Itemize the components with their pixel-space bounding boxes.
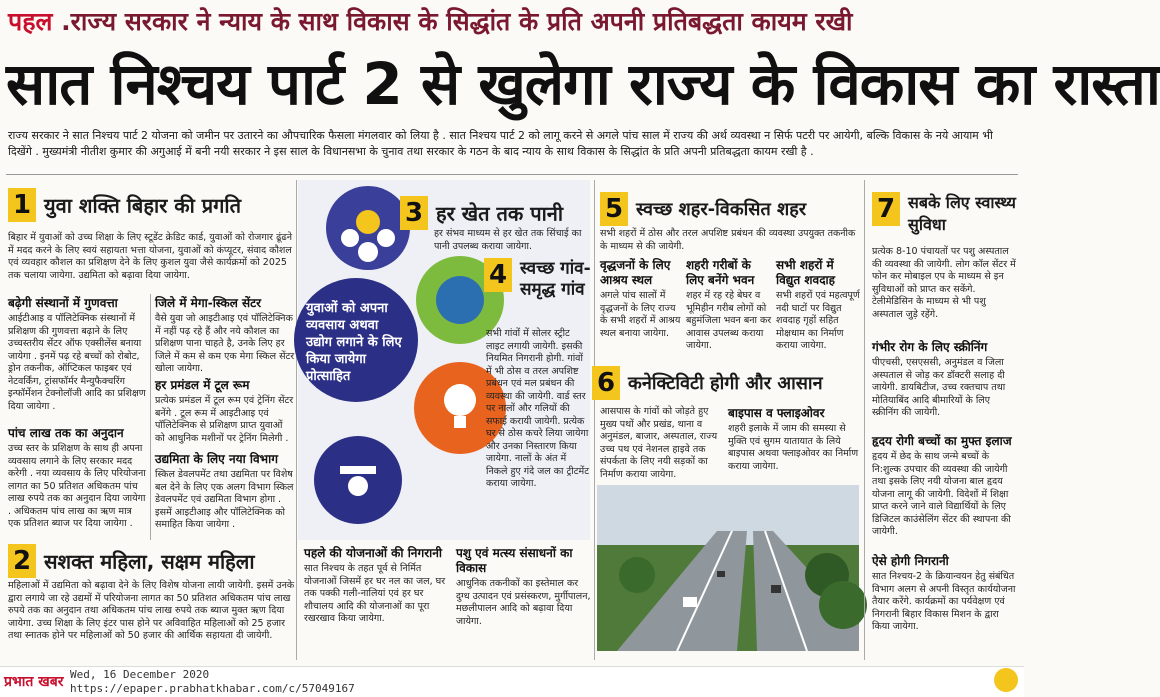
- section-3-body: हर संभव माध्यम से हर खेत तक सिंचाई का पानी उपलब्ध कराया जायेगा.: [434, 228, 582, 252]
- section-title: स्वच्छ शहर-विकसित शहर: [636, 199, 807, 220]
- column-divider: [864, 180, 865, 660]
- subsection-title: पांच लाख तक का अनुदान: [8, 426, 124, 440]
- intro-paragraph: राज्य सरकार ने सात निश्चय पार्ट 2 योजना को जमीन पर उतारने का औपचारिक फैसला मंगलवार को लिया है . सात निश्चय पार्ट 2 को लागू करने से अगले पांच साल में राज्य की अर्थ व्यवस्था न सिर्फ पटरी पर आयेगी, बल्कि विकास के नये आयाम भी दिखेंगे . मुख्यमंत्री नीतीश कुमार की अगुआई में बनी नयी सरकार ने इस साल के विधानसभा के चुनाव तथा सरकार के गठन के बाद न्याय के साथ विकास के सिद्धांत के प्रति अपनी प्रतिबद्धता कायम रखी है .: [8, 129, 993, 158]
- kicker: [8, 4, 1018, 44]
- subsection-body: वैसे युवा जो आइटीआइ एवं पॉलिटेक्निक में नहीं पढ़ रहे हैं और नये कौशल का प्रशिक्षण पाना चाहते है, उनके लिए हर जिले में कम से कम एक मेगा स्किल सेंटर खोला जायेगा.: [155, 313, 295, 374]
- subsection-body: सात निश्चय के तहत पूर्व से निर्मित योजनाओं जिसमें हर घर नल का जल, घर तक पक्की गली-नालियां एवं हर घर शौचालय आदि की योजनाओं का पूरा रखरखाव किया जायेगा.: [304, 563, 446, 624]
- subsection-title: बढ़ेगी संस्थानों में गुणवत्ता: [8, 296, 118, 310]
- section-6-body: आसपास के गांवों को जोड़ते हुए मुख्य पथों और प्रखंड, थाना व अनुमंडल, बाजार, अस्पताल, राज्य उच्च पथ एवं नेशनल हाइवे तक संपर्कता के लिए नयी सड़कों का निर्माण कराया जायेगा.: [600, 406, 718, 480]
- section-4-header: [484, 258, 592, 322]
- section-number: 1: [8, 188, 36, 222]
- kicker-text: .राज्य सरकार ने न्याय के साथ विकास के सिद्धांत के प्रति अपनी प्रतिबद्धता कायम रखी: [61, 7, 853, 36]
- subsection-body: प्रत्येक प्रमंडल में टूल रूम एवं ट्रेनिंग सेंटर बनेंगे . टूल रूम में आइटीआइ एवं पॉलिटेक्निक से प्रशिक्षण प्राप्त युवाओं को आधुनिक मशीनों पर ट्रेनिंग मिलेगी .: [155, 395, 294, 444]
- subsection-title: हर प्रमंडल में टूल रूम: [155, 378, 250, 392]
- section-6-header: [592, 366, 864, 402]
- subsection-title: बाइपास व फ्लाइओवर: [728, 406, 825, 420]
- subsection-title: ऐसे होगी निगरानी: [872, 554, 949, 568]
- headline: सात निश्चय पार्ट 2 से खुलेगा राज्य के विकास का रास्ता: [6, 50, 1160, 118]
- section-title: हर खेत तक पानी: [436, 201, 564, 226]
- section-2-header: [8, 544, 298, 580]
- section-7-body: प्रत्येक 8-10 पंचायतों पर पशु अस्पताल की व्यवस्था की जायेगी. लोग कॉल सेंटर में फोन कर मोबाइल एप के माध्यम से इन सुविधाओं को प्राप्त कर सकेंगे. टेलीमेडिसिन के माध्यम से भी पशु अस्पताल जुड़े रहेंगे.: [872, 246, 1016, 320]
- subsection-title: पशु एवं मत्स्य संसाधनों का विकास: [456, 546, 573, 575]
- subsection-body: सात निश्चय-2 के क्रियान्वयन हेतु संबंधित विभाग अलग से अपनी विस्तृत कार्ययोजना तैयार करेंगे. कार्यक्रमों का पर्यवेक्षण एवं निगरानी बिहार विकास मिशन के द्वारा किया जायेगा.: [872, 571, 1016, 632]
- subsection-body: आईटीआइ व पॉलिटेक्निक संस्थानों में प्रशिक्षण की गुणवत्ता बढ़ाने के लिए उच्चस्तरीय सेंटर ऑफ एक्सीलेंस बनाया जायेगा . इनमें पढ़ रहे बच्चों को रोबोट, ड्रोन तकनीक, ऑप्टिकल फाइबर एवं नेटवर्किंग, ट्रांसफॉर्मर मैन्युफैक्चरिंग इन्फॉर्मेशन टेक्नोलॉजी आदि का प्रशिक्षण दिया जायेगा .: [8, 313, 146, 412]
- subsection-body: हृदय में छेद के साथ जन्मे बच्चों के नि:शुल्क उपचार की व्यवस्था की जायेगी तथा इसके लिए नयी योजना बाल हृदय योजना लागू की जायेगी. विदेशों में शिक्षा प्राप्त करने जाने वाले विद्यार्थियों के लिए डिजिटल काउंसेलिंग सेंटर की स्थापना की जायेगी.: [872, 451, 1011, 537]
- footer-date: Wed, 16 December 2020: [70, 668, 210, 681]
- section-number: 4: [484, 258, 512, 292]
- subsection-body: उच्च स्तर के प्रशिक्षण के साथ ही अपना व्यवसाय लगाने के लिए सरकार मदद करेगी . नया व्यवसाय के लिए परियोजना लागत का 50 प्रतिशत अधिकतम पांच लाख रुपये तक का अनुदान दिया जायेगा . अधिकतम पांच लाख का ऋण मात्र एक प्रतिशत ब्याज पर दिया जायेगा .: [8, 443, 146, 529]
- youth-bubble-text: युवाओं को अपना व्यवसाय अथवा उद्योग लगाने के लिए किया जायेगा प्रोत्साहित: [306, 301, 402, 384]
- subsection-body: शहर में रह रहे बेघर व भूमिहीन गरीब लोगों को बहुमंजिला भवन बना कर आवास उपलब्ध कराया जायेगा.: [686, 290, 772, 351]
- subsection-title: शहरी गरीबों के लिए बनेंगे भवन: [686, 258, 755, 287]
- heart-patient-children: [872, 432, 1018, 548]
- subsection-grant: [8, 424, 146, 544]
- electric-crematorium: [776, 256, 862, 364]
- animal-fish-resources: [456, 544, 592, 656]
- monitoring: [872, 552, 1018, 656]
- section-title: युवा शक्ति बिहार की प्रगति: [44, 193, 241, 218]
- section-title: सबके लिए स्वास्थ्य सुविधा: [908, 193, 1016, 234]
- section-number: 3: [400, 196, 428, 230]
- column-divider: [296, 180, 297, 660]
- subsection-tool-room: [155, 376, 295, 448]
- section-title: कनेक्टिविटी होगी और आसान: [628, 373, 823, 394]
- section-5-header: [600, 192, 862, 228]
- subsection-title: हृदय रोगी बच्चों का मुफ्त इलाज: [872, 434, 1012, 448]
- section-number: 2: [8, 544, 36, 578]
- subsection-mega-skill: [155, 294, 295, 372]
- subsection-title: वृद्धजनों के लिए आश्रय स्थल: [600, 258, 671, 287]
- column-divider: [594, 180, 595, 660]
- subsection-title: उद्यमिता के लिए नया विभाग: [155, 452, 278, 466]
- serious-disease-screening: [872, 338, 1018, 428]
- subsection-body: सभी शहरों एवं महत्वपूर्ण नदी घाटों पर विद्युत शवदाह गृहों सहित मोक्षधाम का निर्माण कराया जायेगा.: [776, 290, 860, 351]
- section-number: 5: [600, 192, 628, 226]
- elderly-shelter: [600, 256, 682, 364]
- section-5-body: सभी शहरों में ठोस और तरल अपशिष्ट प्रबंधन की व्यवस्था उपयुक्त तकनीक के माध्यम से की जायेगी.: [600, 228, 856, 252]
- subsection-title: सभी शहरों में विद्युत शवदाह: [776, 258, 836, 287]
- subsection-title: गंभीर रोग के लिए स्क्रीनिंग: [872, 340, 988, 354]
- section-number: 6: [592, 366, 620, 400]
- section-title: स्वच्छ गांव-समृद्ध गांव: [520, 258, 591, 299]
- urban-poor-housing: [686, 256, 772, 364]
- subsection-new-department: [155, 450, 295, 542]
- section-4-body: सभी गांवों में सोलर स्ट्रीट लाइट लगायी जायेगी. इसकी नियमित निगरानी होगी. गांवों में भी ठोस व तरल अपशिष्ट प्रबंधन एवं मल प्रबंधन की व्यवस्था की जायेगी. वार्ड स्तर पर नालों और गलियों की सफाई करायी जायेगी. प्रत्येक घर से ठोस कचरे लिया जायेगा और उनका निस्तारण किया जायेगा. नालों के अंत में निकले हुए गंदे जल का ट्रीटमेंट कराया जायेगा.: [486, 328, 590, 489]
- kicker-label: पहल: [8, 7, 53, 36]
- section-1-header: [8, 188, 296, 228]
- subsection-body: पीएचसी, एसएससी, अनुमंडल व जिला अस्पताल से जोड़ कर डॉक्टरी सलाह दी जायेगी. डायबिटीज, उच्च रक्तचाप तथा मोतियाबिंद आदि बीमारियों के लिए स्क्रीनिंग की जायेगी.: [872, 357, 1006, 418]
- bypass-flyover: [728, 404, 862, 484]
- subsection-title: पहले की योजनाओं की निगरानी: [304, 546, 442, 560]
- subsection-quality: [8, 294, 146, 420]
- road-photo-svg: [597, 485, 859, 651]
- section-2-body: महिलाओं में उद्यमिता को बढ़ावा देने के लिए विशेष योजना लायी जायेगी. इसमें उनके द्वारा लगाये जा रहे उद्यमों में परियोजना लागत का 50 प्रतिशत अधिकतम पांच लाख रुपये तक का अनुदान तथा अधिकतम पांच लाख रुपये तक ब्याज मुक्त ऋण दिया जायेगा. उच्च शिक्षा के लिए इंटर पास होने पर अविवाहित महिलाओं को 25 हजार तथा स्नातक होने पर महिलाओं को 50 हजार की आर्थिक सहायता दी जायेगी.: [8, 580, 295, 641]
- subsection-title: जिले में मेगा-स्किल सेंटर: [155, 296, 262, 310]
- owl-icon[interactable]: [994, 668, 1018, 692]
- section-1-body: बिहार में युवाओं को उच्च शिक्षा के लिए स्टूडेंट क्रेडिट कार्ड, युवाओं को रोजगार ढूंढने में मदद करने के लिए स्वयं सहायता भत्ता योजना, युवाओं को कंप्यूटर, संवाद कौशल एवं व्यवहार कौशल का प्रशिक्षण देने के लिए कुशल युवा जैसे कार्यक्रमों को 2025 तक चलाया जायेगा. उद्यमिता को बढ़ावा दिया जायेगा.: [8, 232, 293, 281]
- subsection-body: अगले पांच सालों में वृद्धजनों के लिए राज्य के सभी शहरों में आश्रय स्थल बनाया जायेगा.: [600, 290, 681, 339]
- section-title: सशक्त महिला, सक्षम महिला: [44, 549, 255, 574]
- previous-schemes: [304, 544, 450, 656]
- subsection-body: आधुनिक तकनीकों का इस्तेमाल कर दुग्ध उत्पादन एवं प्रसंस्करण, मुर्गीपालन, मछलीपालन आदि को बढ़ावा दिया जायेगा.: [456, 578, 591, 627]
- section-number: 7: [872, 192, 900, 226]
- divider: [6, 174, 1018, 175]
- footer-logo: प्रभात खबर: [4, 674, 64, 690]
- section-7-header: [872, 192, 1020, 244]
- section-3-header: [400, 196, 590, 230]
- subsection-body: शहरी इलाके में जाम की समस्या से मुक्ति एवं सुगम यातायात के लिये बाइपास अथवा फ्लाइओवर का निर्माण कराया जायेगा.: [728, 423, 859, 472]
- footer-url[interactable]: https://epaper.prabhatkhabar.com/c/57049167: [70, 682, 355, 695]
- road-photo: [597, 485, 859, 651]
- subsection-body: स्किल डेवलपमेंट तथा उद्यमिता पर विशेष बल देने के लिए एक अलग विभाग स्किल डेवलपमेंट एवं उद्यमिता विभाग होगा . इसमें आइटीआइ और पॉलिटेक्निक को समाहित किया जायेगा .: [155, 469, 294, 530]
- column-divider: [150, 294, 151, 540]
